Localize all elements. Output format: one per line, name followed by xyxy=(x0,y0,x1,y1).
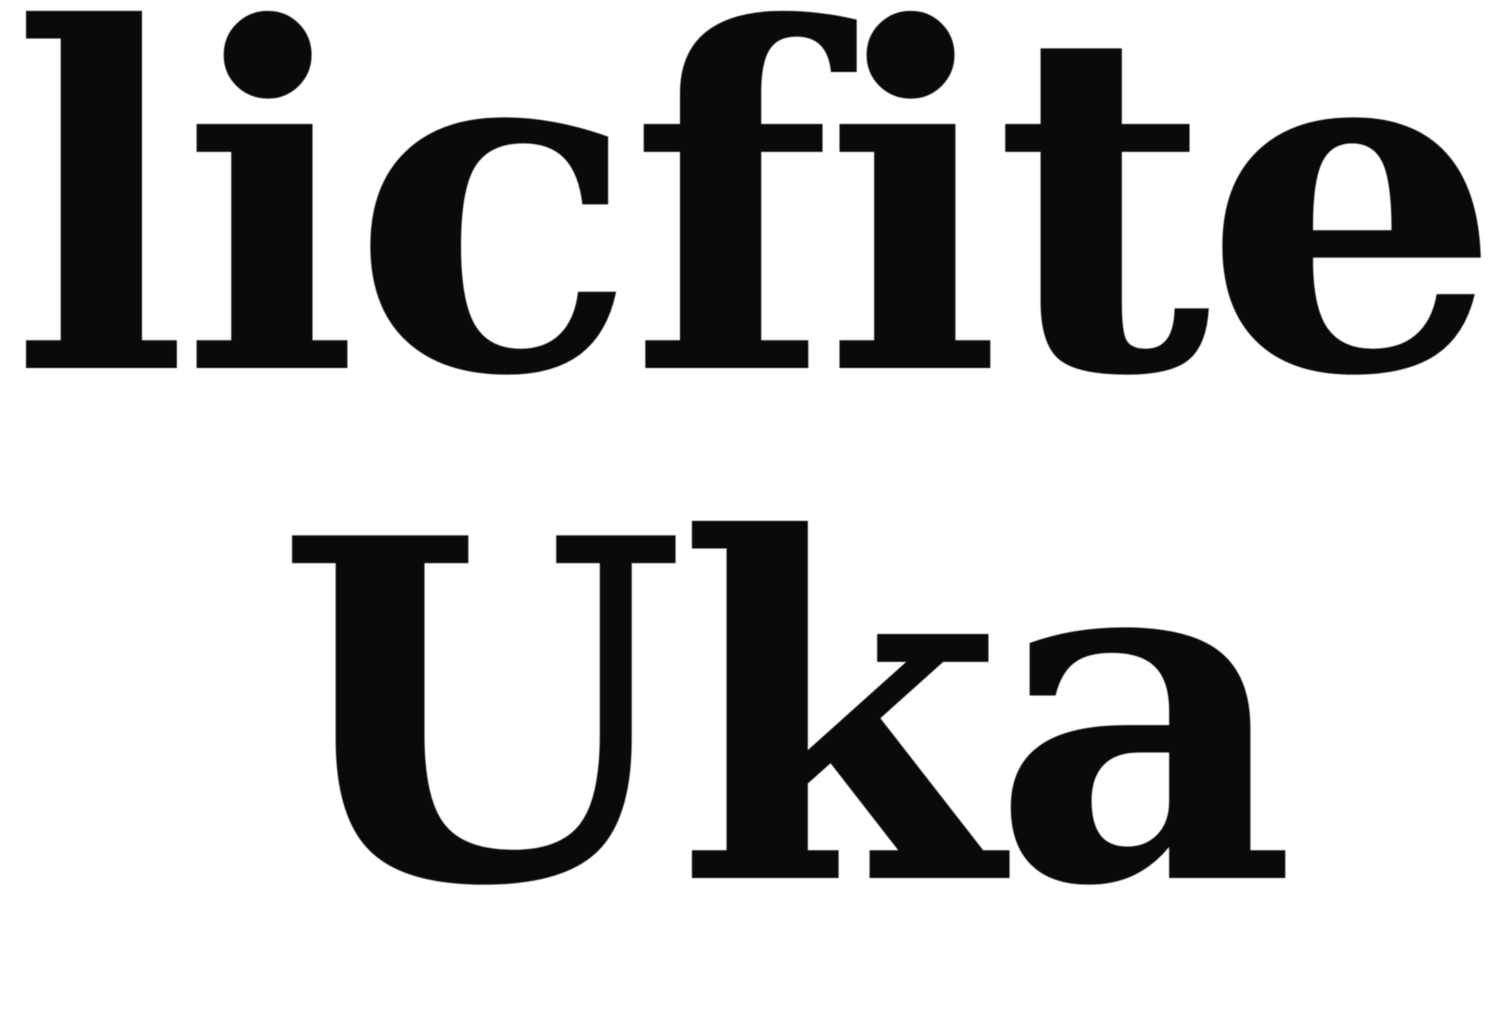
text-line-2: Uka xyxy=(276,437,1287,989)
text-line-1: licfite xyxy=(10,0,1494,479)
